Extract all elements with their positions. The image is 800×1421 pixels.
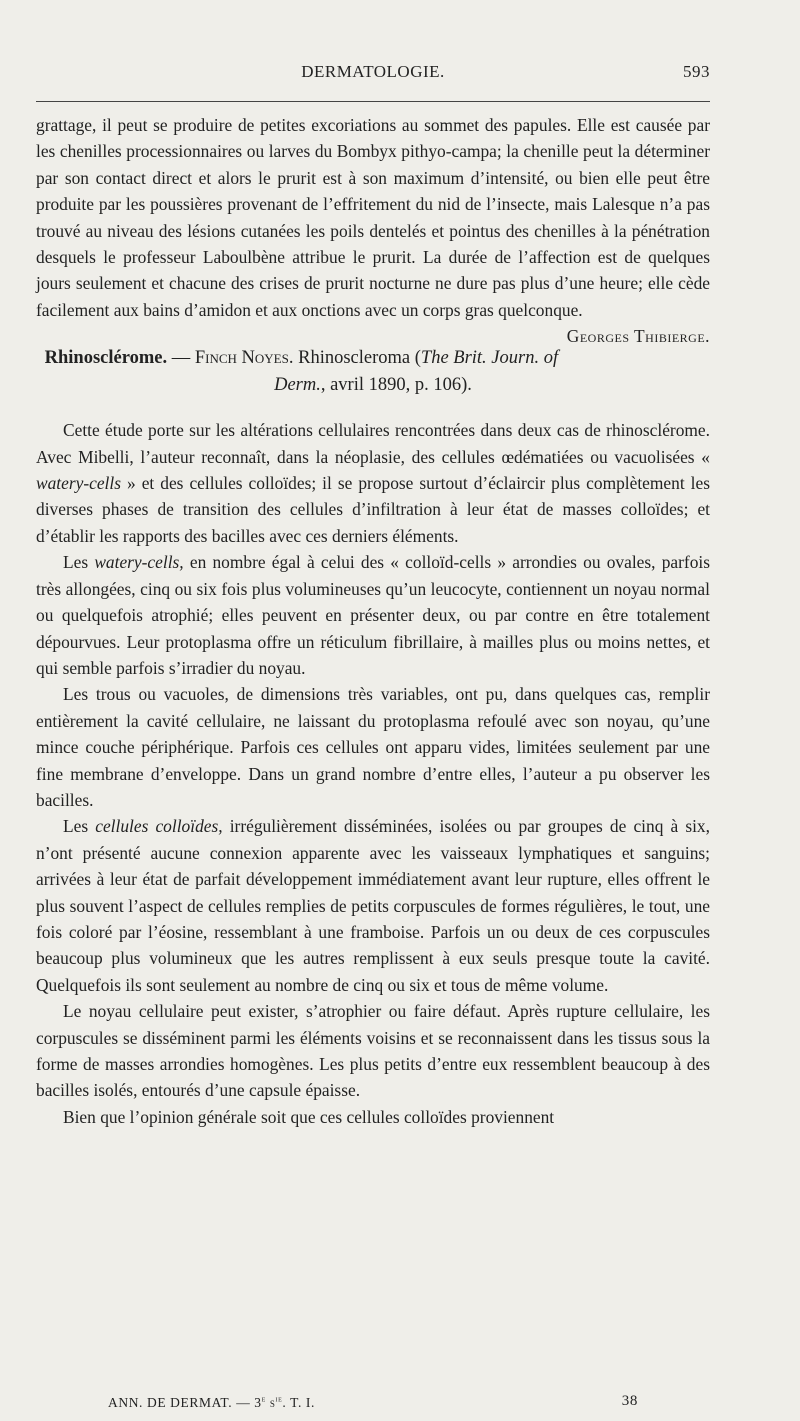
article-author: Finch Noyes. <box>194 348 294 369</box>
paragraph-1: Cette étude porte sur les altérations cellulaires rencontrées dans deux cas de rhinosclérome. Avec Mibelli, l’auteur reconnaît, dans la néoplasie, des cellules œdématiées ou vacuolisées « watery-cells » et des cellules colloïdes; il se propose surtout d’éclaircir plus complètement les diverses phases de transition des cellules d’infiltration à leur état de masses colloïdes; et d’établir les rapports des bacilles avec ces derniers éléments. <box>36 420 710 546</box>
sheet-number: 38 <box>621 1393 638 1409</box>
intro-text: grattage, il peut se produire de petites excoriations au sommet des papules. Elle est causée par les chenilles processionnaires ou larves du Bombyx pithyo-campa; la chenille peut la déterminer par son contact direct et alors le prurit est à son maximum d’intensité, ou bien elle peut être produite par les poussières provenant de l’effritement du nid de l’insecte, mais Lalesque n’a pas trouvé au niveau des lésions cutanées les poils dentelés et pointus des chenilles à la pénétration desquels le professeur Laboulbène attribue le prurit. La durée de l’affection est de quelques jours seulement et chacune des crises de prurit nocturne ne dure pas plus d’une heure; elle cède facilement aux bains d’amidon et aux onctions avec un corps gras quelconque. <box>36 115 710 320</box>
journal-reference: ANN. DE DERMAT. — 3e $s^{ie}$. T. I. <box>108 1393 315 1410</box>
paragraph-5: Le noyau cellulaire peut exister, s’atrophier ou faire défaut. Après rupture cellulaire, les corpuscules se disséminent parmi les éléments voisins et se reconnaissent dans les tissus sous la forme de masses arrondies homogènes. Les plus petits d’entre eux ressemblent beaucoup à des bacilles isolés, entourés d’une capsule épaisse. <box>36 1001 710 1101</box>
article-heading: Rhinosclérome. — Finch Noyes. Rhinoscleroma (The Brit. Journ. of Derm., avril 1890, p. 106). <box>44 348 559 396</box>
paragraph-6: Bien que l’opinion générale soit que ces cellules colloïdes proviennent <box>63 1106 555 1127</box>
header-rule <box>36 101 710 102</box>
paragraph-3: Les trous ou vacuoles, de dimensions très variables, ont pu, dans quelques cas, remplir entièrement la cavité cellulaire, ne laissant du protoplasma refoulé avec son noyau, qu’une mince couche périphérique. Parfois ces cellules ont apparu vides, limitées seulement par une fine membrane d’enveloppe. Dans un grand nombre d’entre elles, l’auteur a pu observer les bacilles. <box>36 684 710 810</box>
signature: Georges Thibierge. <box>566 326 710 347</box>
intro-paragraph <box>36 112 710 347</box>
page-body <box>36 112 710 1130</box>
article-title: Rhinosclérome. <box>44 348 168 369</box>
page-number: 593 <box>683 62 710 81</box>
journal-name: The Brit. Journ. of Derm. <box>274 348 559 396</box>
paragraph-4: Les cellules colloïdes, irrégulièrement disséminées, isolées ou par groupes de cinq à six, n’ont présenté aucune connexion apparente avec les vaisseaux lymphatiques et sanguins; arrivées à leur état de parfait développement immédiatement avant leur rupture, elles offrent le plus souvent l’aspect de cellules remplies de petits corpuscules de formes régulières, le tout, une fois coloré par l’éosine, ressemblant à une framboise. Parfois un ou deux de ces corpuscules beaucoup plus volumineux que les autres remplissent à eux seuls presque toute la cavité. Quelquefois ils sont seulement au nombre de cinq ou six et tous de même volume. <box>36 816 710 995</box>
running-title: DERMATOLOGIE. <box>301 62 445 81</box>
footer <box>108 1393 638 1411</box>
paragraph-2: Les watery-cells, en nombre égal à celui des « colloïd-cells » arrondies ou ovales, parfois très allongées, cinq ou six fois plus volumineuses qu’un leucocyte, contiennent un noyau normal ou quelquefois atrophié; elles peuvent en présenter deux, ou par contre en être totalement dépourvues. Leur protoplasma offre un réticulum fibrillaire, à mailles plus ou moins nettes, et qui semble parfois s’irradier du noyau. <box>36 552 710 678</box>
